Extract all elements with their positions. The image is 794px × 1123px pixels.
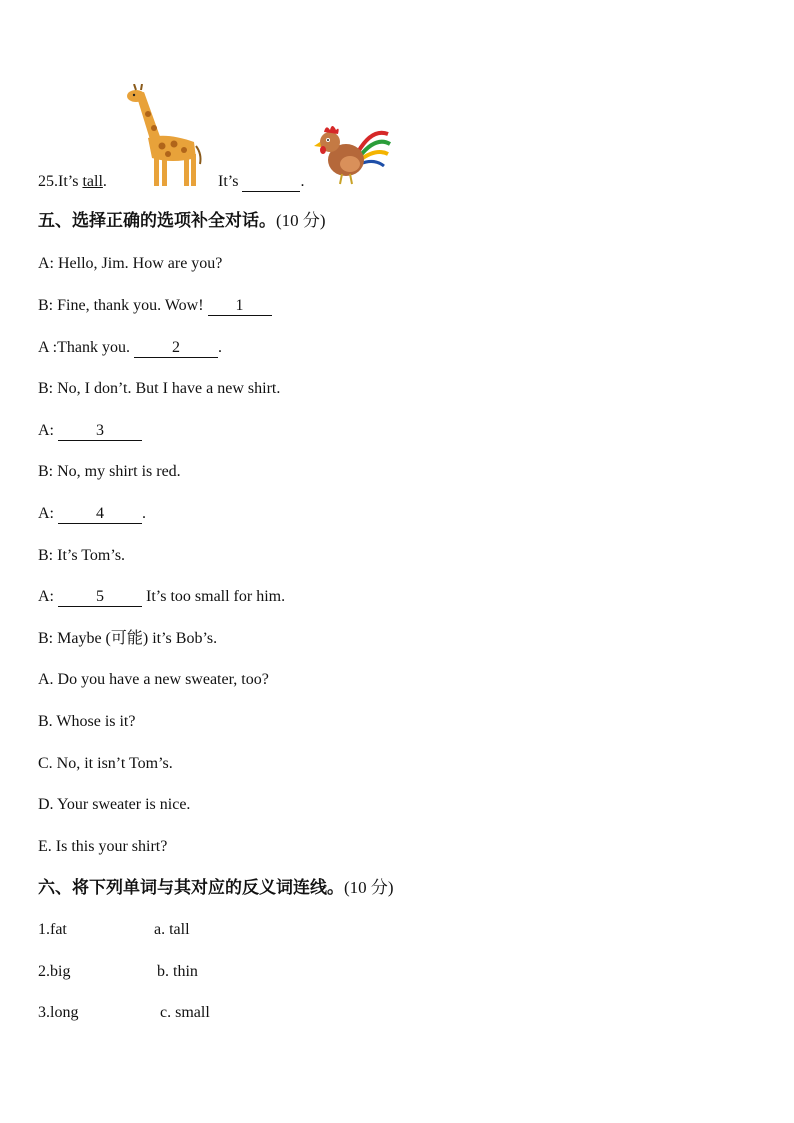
- q25-word: tall: [82, 173, 103, 190]
- section-5-title-text: 五、选择正确的选项补全对话。: [38, 211, 276, 231]
- match-left-2[interactable]: [38, 962, 70, 982]
- dialogue-prefix: A:: [38, 422, 58, 439]
- answer-blank-3[interactable]: 3: [58, 422, 142, 441]
- dialogue-line: [38, 421, 142, 441]
- dialogue-suffix: .: [218, 339, 222, 356]
- option-text: B. Whose is it?: [38, 713, 136, 730]
- question-25: [38, 172, 107, 192]
- q25-second-prefix: It’s: [218, 173, 239, 190]
- dialogue-line: [38, 254, 222, 274]
- dialogue-line: [38, 462, 181, 482]
- option-d: [38, 795, 190, 815]
- match-word: a. tall: [154, 921, 190, 938]
- dialogue-line: [38, 504, 146, 524]
- question-25-answer: [218, 172, 304, 192]
- q25-suffix: .: [102, 173, 107, 190]
- dialogue-line: [38, 546, 125, 566]
- dialogue-text: A: Hello, Jim. How are you?: [38, 255, 223, 272]
- match-right-b[interactable]: [157, 962, 198, 982]
- section-5-score: (10 分): [276, 211, 326, 230]
- option-a: [38, 670, 269, 690]
- dialogue-line: [38, 629, 217, 649]
- match-word: 2.big: [38, 963, 71, 980]
- giraffe-icon: [126, 84, 206, 188]
- match-left-3[interactable]: [38, 1003, 78, 1023]
- dialogue-line: [38, 296, 272, 316]
- match-right-c[interactable]: [160, 1003, 210, 1023]
- answer-blank-2[interactable]: 2: [134, 339, 218, 358]
- dialogue-line: [38, 587, 285, 607]
- option-text: A. Do you have a new sweater, too?: [38, 671, 269, 688]
- dialogue-text: B: Maybe (可能) it’s Bob’s.: [38, 630, 218, 647]
- match-right-a[interactable]: [154, 920, 190, 940]
- section-6-score: (10 分): [344, 878, 394, 897]
- q25-answer-blank[interactable]: [242, 173, 300, 192]
- match-word: b. thin: [157, 963, 198, 980]
- answer-blank-1[interactable]: 1: [208, 297, 272, 316]
- option-b: [38, 712, 135, 732]
- section-5-title: [38, 210, 326, 232]
- dialogue-text: B: No, I don’t. But I have a new shirt.: [38, 380, 281, 397]
- option-text: D. Your sweater is nice.: [38, 796, 191, 813]
- q25-prefix: 25.It’s: [38, 173, 83, 190]
- dialogue-line: [38, 379, 280, 399]
- match-word: 1.fat: [38, 921, 67, 938]
- option-text: E. Is this your shirt?: [38, 838, 168, 855]
- option-c: [38, 754, 173, 774]
- q25-second-suffix: .: [300, 173, 305, 190]
- dialogue-prefix: B: Fine, thank you. Wow!: [38, 297, 208, 314]
- match-word: 3.long: [38, 1004, 79, 1021]
- dialogue-line: [38, 338, 222, 358]
- option-e: [38, 837, 167, 857]
- option-text: C. No, it isn’t Tom’s.: [38, 755, 173, 772]
- dialogue-prefix: A:: [38, 505, 58, 522]
- dialogue-prefix: A :Thank you.: [38, 339, 134, 356]
- section-6-title: [38, 877, 394, 899]
- dialogue-suffix: .: [142, 505, 146, 522]
- answer-blank-5[interactable]: 5: [58, 588, 142, 607]
- dialogue-prefix: A:: [38, 588, 58, 605]
- rooster-icon: [314, 122, 392, 188]
- dialogue-text: B: It’s Tom’s.: [38, 547, 126, 564]
- match-left-1[interactable]: [38, 920, 67, 940]
- section-6-title-text: 六、将下列单词与其对应的反义词连线。: [38, 878, 344, 898]
- match-word: c. small: [160, 1004, 210, 1021]
- answer-blank-4[interactable]: 4: [58, 505, 142, 524]
- dialogue-suffix: It’s too small for him.: [142, 588, 286, 605]
- dialogue-text: B: No, my shirt is red.: [38, 463, 181, 480]
